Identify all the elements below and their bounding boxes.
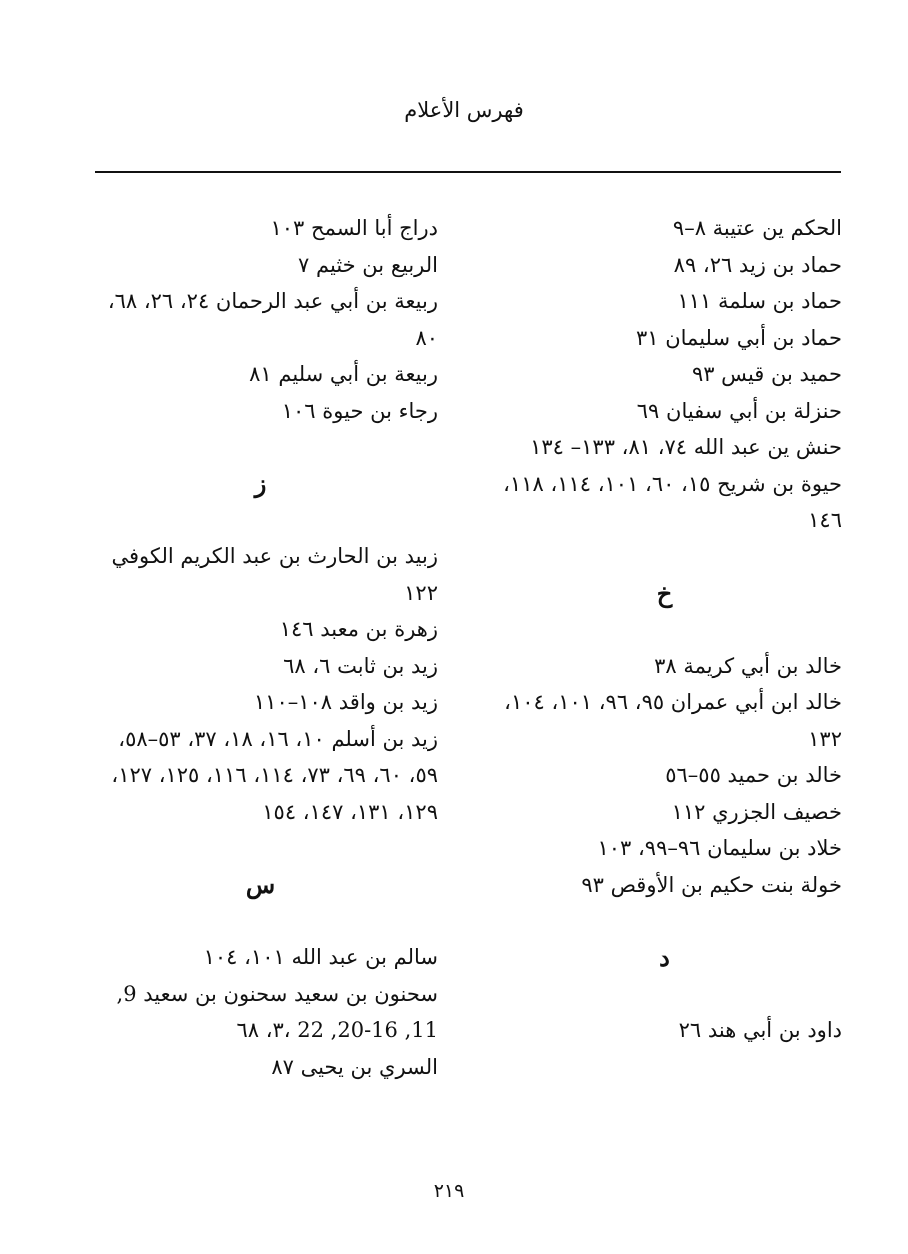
index-entry: دراج أبا السمح ١٠٣	[270, 216, 438, 240]
page-number: ٢١٩	[433, 1180, 465, 1202]
index-entry: الربيع بن خثيم ٧	[298, 252, 438, 277]
index-entry: ربيعة بن أبي عبد الرحمان ٢٤، ٢٦، ٦٨، ٨٠	[107, 289, 438, 350]
index-entry: خالد ابن أبي عمران ٩٥، ٩٦، ١٠١، ١٠٤، ١٣٢	[504, 690, 842, 751]
index-entry: رجاء بن حيوة ١٠٦	[281, 398, 438, 423]
index-entry: زهرة بن معبد ١٤٦	[279, 617, 438, 641]
index-entry: حماد بن زيد ٢٦، ٨٩	[673, 252, 842, 277]
header-divider	[95, 171, 841, 173]
index-entry: السري بن يحيى ٨٧	[271, 1054, 438, 1079]
index-entry: حماد بن سلمة ١١١	[677, 289, 842, 313]
index-column-left	[83, 210, 438, 1085]
index-column-right	[487, 210, 842, 1049]
index-entry: حماد بن أبي سليمان ٣١	[636, 325, 842, 350]
index-entry: خصيف الجزري ١١٢	[671, 799, 842, 824]
index-entry: داود بن أبي هند ٢٦	[678, 1018, 842, 1042]
section-letter-heading: ز	[254, 469, 267, 498]
index-entry: حميد بن قيس ٩٣	[691, 362, 842, 386]
index-entry: زيد بن أسلم ١٠، ١٦، ١٨، ٣٧، ٥٣–٥٨، ٥٩، ٦٠، ٦٩، ٧٣، ١١٤، ١١٦، ١٢٥، ١٢٧، ١٢٩، ١٣١، ١٤٧، ١٥٤	[111, 726, 438, 824]
index-entry: حيوة بن شريح ١٥، ٦٠، ١٠١، ١١٤، ١١٨، ١٤٦	[503, 471, 842, 532]
index-entry: خالد بن أبي كريمة ٣٨	[654, 653, 842, 678]
index-entry: سحنون بن سعيد سحنون بن سعيد 9, 11, 16-20, 22 ،٣، ٦٨	[116, 981, 438, 1042]
index-entry: خلاد بن سليمان ٩٦–٩٩، ١٠٣	[597, 836, 842, 860]
index-entry: الحكم ين عتيبة ٨–٩	[672, 216, 842, 240]
index-entry: حنزلة بن أبي سفيان ٦٩	[636, 398, 842, 423]
index-entry: زبيد بن الحارث بن عبد الكريم الكوفي ١٢٢	[111, 544, 438, 605]
section-letter-heading: خ	[656, 578, 673, 608]
index-entry: سالم بن عبد الله ١٠١، ١٠٤	[203, 945, 438, 969]
index-entry: ربيعة بن أبي سليم ٨١	[249, 362, 438, 386]
index-entry: زيد بن ثابت ٦، ٦٨	[283, 653, 438, 678]
index-entry: حنش ين عبد الله ٧٤، ٨١، ١٣٣– ١٣٤	[530, 435, 842, 459]
section-letter-heading: د	[659, 943, 670, 972]
index-entry: خولة بنت حكيم بن الأوقص ٩٣	[581, 872, 842, 897]
page-header-title: فهرس الأعلام	[404, 98, 524, 122]
section-letter-heading: س	[245, 870, 276, 899]
index-entry: زيد بن واقد ١٠٨–١١٠	[253, 690, 438, 714]
index-entry: خالد بن حميد ٥٥–٥٦	[665, 763, 842, 787]
